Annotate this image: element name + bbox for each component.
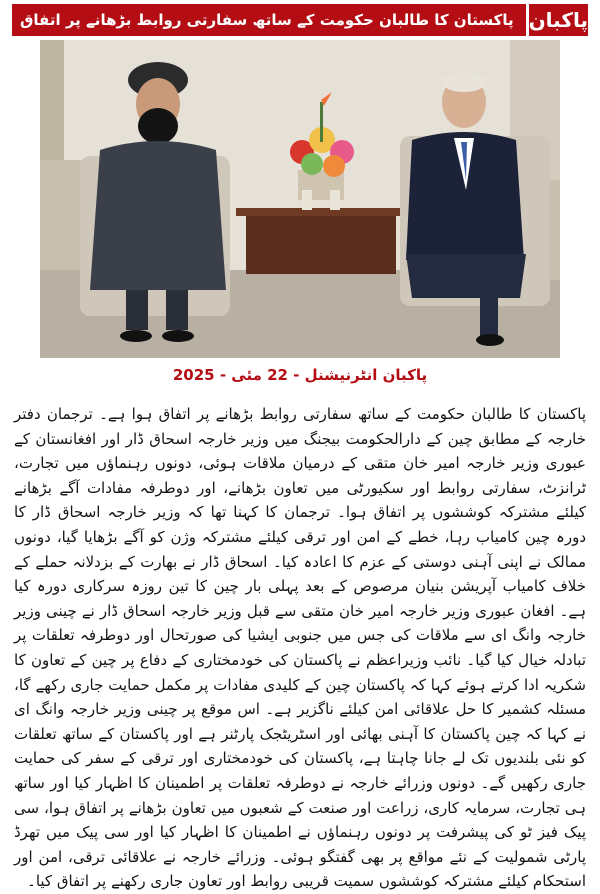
header-bar bbox=[12, 4, 588, 36]
dateline: پاکبان انٹرنیشنل - 22 مئی - 2025 bbox=[172, 366, 428, 384]
photo-wall-panel bbox=[40, 40, 64, 160]
meeting-photo-illustration bbox=[40, 40, 560, 358]
photo-table-top bbox=[236, 208, 406, 216]
article-body: پاکستان کا طالبان حکومت کے ساتھ سفارتی روابط بڑھانے پر اتفاق ہوا ہے۔ ترجمان دفتر خارجہ کے مطابق چین کے دارالحکومت بیجنگ میں وزیر خارجہ اسحاق ڈار اور افغانستان کے عبوری وزیر خارجہ امیر خان متقی کے درمیان ملاقات ہوئی، دونوں رہنماؤں میں تجارت، ٹرانزٹ، سفارتی روابط اور سکیورٹی میں تعاون بڑھانے، اور دوطرفہ مفادات آگے بڑھانے کیلئے مشترکہ کوششوں پر اتفاق ہوا۔ ترجمان کا کہنا تھا کہ وزیر خارجہ اسحاق ڈار کا دورہ چین کامیاب رہا، خطے کے امن اور ترقی کیلئے مشترکہ وژن کو آگے بڑھایا گیا، دونوں ممالک نے اپنی آہنی دوستی کے عزم کا اعادہ کیا۔ اسحاق ڈار نے بھارت کے بزدلانہ حملے کے خلاف کامیاب آپریشن بنیان مرصوص کے بعد پہلی بار چین کا تین روزہ سرکاری دورہ کیا ہے۔ افغان عبوری وزیر خارجہ امیر خان متقی سے قبل وزیر خارجہ اسحاق ڈار نے چینی وزیر خارجہ وانگ ای سے ملاقات کی جس میں جنوبی ایشیا کی صورتحال اور دوطرفہ تعلقات پر تبادلہ خیال کیا گیا۔ نائب وزیراعظم نے پاکستان کی خودمختاری کے دفاع پر چین کے تعاون کا شکریہ ادا کرتے ہوئے کہا کہ پاکستان چین کے کلیدی مفادات پر مکمل حمایت جاری رکھے گا، مسئلہ کشمیر کا حل علاقائی امن کیلئے ناگزیر ہے۔ اس موقع پر چینی وزیر خارجہ وانگ ای نے کہا کہ چین پاکستان کا آہنی بھائی اور اسٹریٹجک پارٹنر ہے اور پاکستان کے ساتھ تعلقات کو نئی بلندیوں تک لے جانا چاہتا ہے، پاکستان کی خودمختاری اور ترقی کے سفر کی حمایت جاری رکھیں گے۔ دونوں وزرائے خارجہ نے دوطرفہ تعلقات پر اطمینان کا اظہار کیا اور ساتھ ہی تجارت، سرمایہ کاری، زراعت اور صنعت کے شعبوں میں تعاون بڑھانے پر اتفاق ہوا، سی پیک فیز ٹو کی پیشرفت پر دونوں رہنماؤں نے اطمینان کا اظہار کیا اور سی پیک میں تھرڈ پارٹی شمولیت کے نئے مواقع پر بھی گفتگو ہوئی۔ وزرائے خارجہ نے علاقائی ترقی، امن اور استحکام کیلئے مشترکہ کوششوں سمیت قریبی روابط اور تعاون جاری رکھنے پر اتفاق کیا۔ bbox=[14, 405, 586, 891]
headline: پاکستان کا طالبان حکومت کے ساتھ سفارتی روابط بڑھانے پر اتفاق bbox=[20, 11, 514, 29]
brand-logo: پاکبان bbox=[526, 4, 588, 36]
photo-table bbox=[246, 216, 396, 274]
news-photo bbox=[40, 40, 560, 358]
